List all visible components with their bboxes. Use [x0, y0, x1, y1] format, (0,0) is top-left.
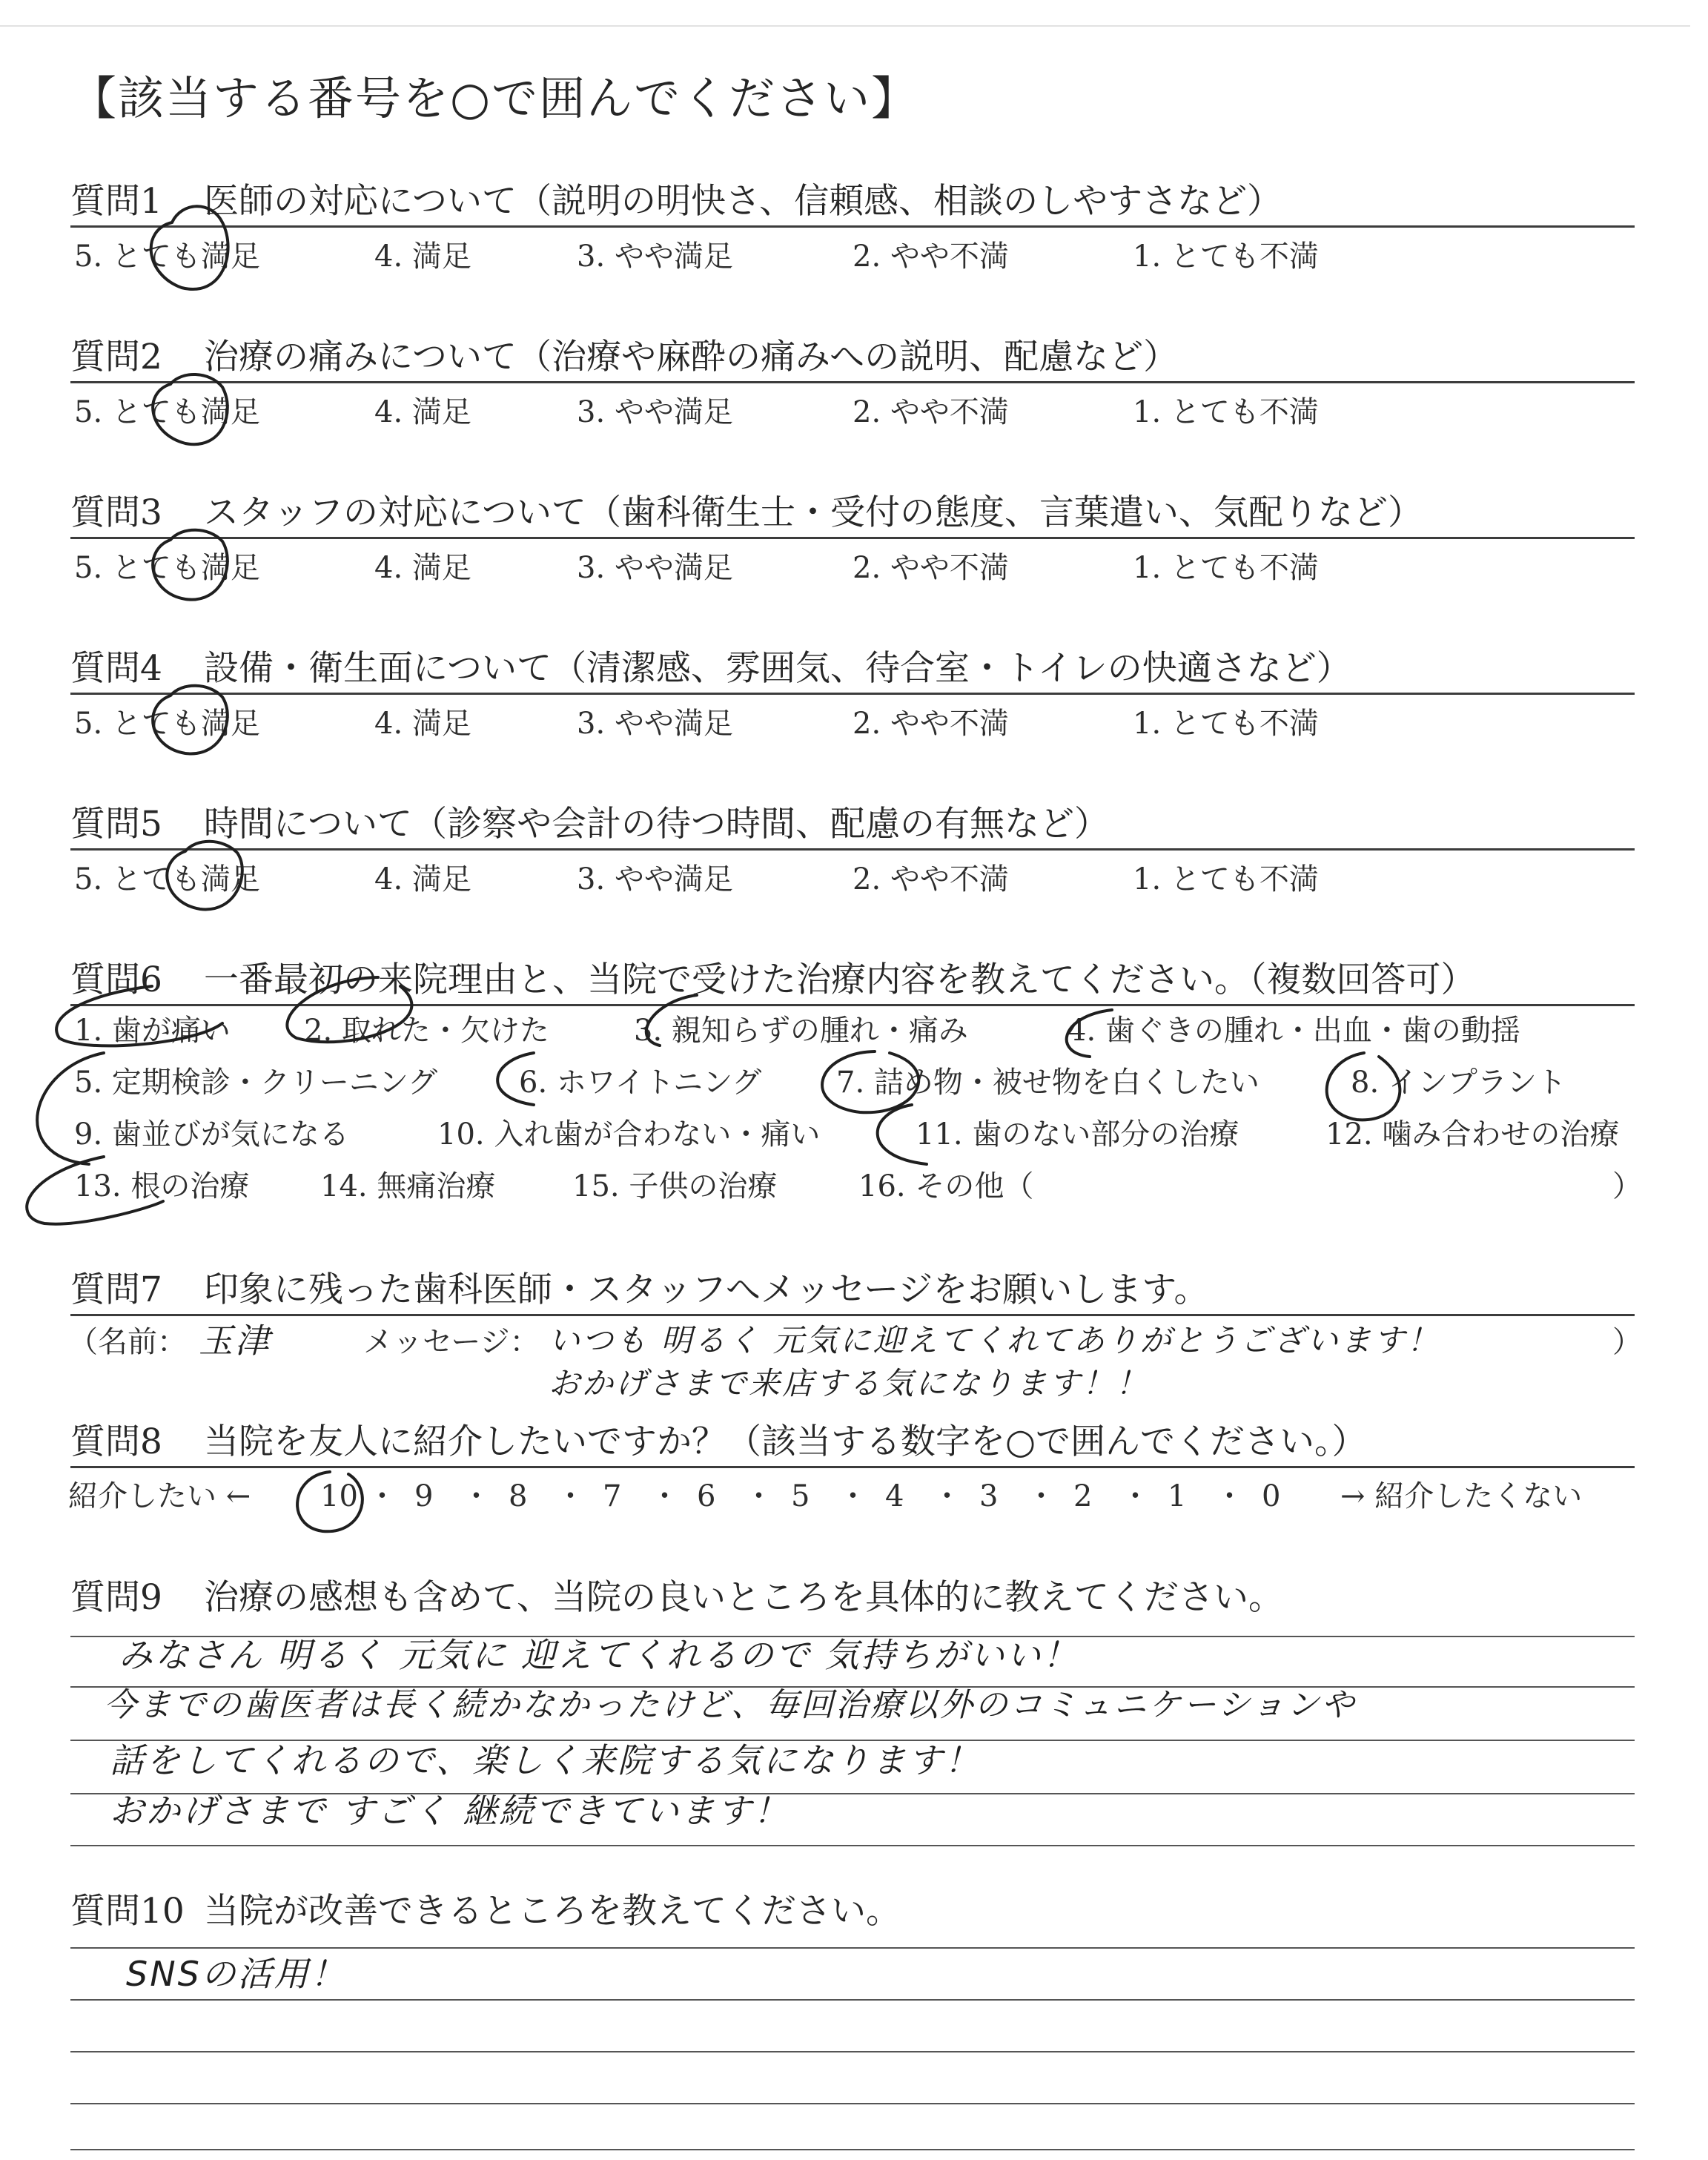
q8-scale-value-1[interactable]: 1: [1168, 1479, 1187, 1513]
question-4: [70, 639, 1642, 698]
rating-row-q1: [74, 233, 1638, 280]
q6-option-6[interactable]: 6. ホワイトニング: [519, 1066, 762, 1100]
answer-rule: [70, 1999, 1635, 2001]
rating-row-q2: [74, 389, 1638, 436]
rating-row-q4: [74, 700, 1638, 747]
rating-option-3[interactable]: 3. やや満足: [577, 551, 733, 585]
q8-scale-value-10[interactable]: 10: [320, 1479, 358, 1513]
rating-option-4[interactable]: 4. 満足: [374, 707, 471, 741]
rating-option-3[interactable]: 3. やや満足: [577, 240, 733, 274]
q6-option-13[interactable]: 13. 根の治療: [74, 1169, 250, 1203]
question-8: [70, 1413, 1642, 1472]
q6-option-8[interactable]: 8. インプラント: [1351, 1066, 1566, 1100]
question-rule: [70, 1314, 1635, 1316]
rating-option-2[interactable]: 2. やや不満: [853, 240, 1009, 274]
rating-option-1[interactable]: 1. とても不満: [1133, 240, 1319, 274]
rating-option-3[interactable]: 3. やや満足: [577, 707, 733, 741]
question-number: 質問1: [70, 181, 162, 222]
question-rule: [70, 537, 1635, 539]
question-number: 質問3: [70, 492, 162, 533]
q8-scale-value-4[interactable]: 4: [885, 1479, 904, 1513]
rating-option-4[interactable]: 4. 満足: [374, 862, 471, 896]
rating-option-5[interactable]: 5. とても満足: [74, 395, 260, 429]
q7-name-answer[interactable]: 玉津: [199, 1321, 271, 1361]
q8-scale-value-9[interactable]: 9: [414, 1479, 434, 1513]
question-1: [70, 172, 1642, 231]
q8-scale-value-5[interactable]: 5: [791, 1479, 810, 1513]
question-rule: [70, 1004, 1635, 1006]
q8-left-label: 紹介したい ←: [68, 1479, 251, 1513]
q6-option-14[interactable]: 14. 無痛治療: [320, 1169, 496, 1203]
q6-option-4[interactable]: 4. 歯ぐきの腫れ・出血・歯の動揺: [1068, 1014, 1520, 1048]
form-title: 【該当する番号を○で囲んでください】: [70, 71, 919, 125]
scan-edge-line: [0, 25, 1690, 27]
question-number: 質問4: [70, 648, 162, 689]
rating-option-3[interactable]: 3. やや満足: [577, 862, 733, 896]
question-rule: [70, 693, 1635, 695]
question-number: 質問7: [70, 1269, 162, 1310]
question-text: 治療の痛みについて（治療や麻酔の痛みへの説明、配慮など）: [204, 337, 1179, 377]
q10-answer-line-1[interactable]: SNSの活用！: [126, 1954, 347, 1994]
question-number: 質問6: [70, 960, 162, 1000]
q9-answer-line-2[interactable]: 今までの歯医者は長く続かなかったけど、毎回治療以外のコミュニケーションや: [104, 1686, 1357, 1724]
question-number: 質問2: [70, 337, 162, 377]
q8-scale-separator: ・: [649, 1479, 680, 1513]
q6-option-1[interactable]: 1. 歯が痛い: [74, 1014, 231, 1048]
q7-message-answer-line-1[interactable]: いつも 明るく 元気に迎えてくれてありがとうございます！: [549, 1322, 1440, 1358]
q8-scale-separator: ・: [932, 1479, 962, 1513]
q8-scale-value-0[interactable]: 0: [1262, 1479, 1281, 1513]
q8-scale-separator: ・: [1026, 1479, 1056, 1513]
question-7: [70, 1261, 1642, 1320]
q6-option-3[interactable]: 3. 親知らずの腫れ・痛み: [634, 1014, 968, 1048]
q6-option-2[interactable]: 2. 取れた・欠けた: [304, 1014, 549, 1048]
q9-answer-line-4[interactable]: おかげさまで すごく 継続できています！: [110, 1791, 790, 1831]
answer-rule: [70, 1947, 1635, 1949]
question-6: [70, 951, 1642, 1010]
q6-option-7[interactable]: 7. 詰め物・被せ物を白くしたい: [836, 1066, 1260, 1100]
answer-rule: [70, 1845, 1635, 1846]
question-rule: [70, 381, 1635, 383]
answer-rule: [70, 2051, 1635, 2052]
q8-scale-value-6[interactable]: 6: [697, 1479, 716, 1513]
rating-row-q3: [74, 544, 1638, 592]
question-number: 質問10: [70, 1891, 185, 1932]
q9-answer-line-3[interactable]: 話をしてくれるので、楽しく来院する気になります！: [110, 1740, 982, 1780]
q6-close-paren: ）: [1612, 1169, 1642, 1203]
question-text: 一番最初の来院理由と、当院で受けた治療内容を教えてください。（複数回答可）: [204, 960, 1476, 1000]
question-rule: [70, 1466, 1635, 1468]
q7-close-paren: ）: [1612, 1325, 1642, 1359]
question-5: [70, 795, 1642, 854]
rating-option-1[interactable]: 1. とても不満: [1133, 707, 1319, 741]
question-text: 時間について（診察や会計の待つ時間、配慮の有無など）: [204, 804, 1110, 845]
question-number: 質問9: [70, 1577, 162, 1618]
question-text: 当院を友人に紹介したいですか？（該当する数字を○で囲んでください。）: [204, 1421, 1367, 1462]
q8-scale-separator: ・: [367, 1479, 397, 1513]
q8-scale-separator: ・: [555, 1479, 586, 1513]
q6-option-10[interactable]: 10. 入れ歯が合わない・痛い: [437, 1117, 821, 1152]
question-2: [70, 328, 1642, 387]
question-rule: [70, 225, 1635, 228]
question-text: 印象に残った歯科医師・スタッフへメッセージをお願いします。: [204, 1269, 1209, 1310]
q8-scale-value-8[interactable]: 8: [509, 1479, 528, 1513]
answer-rule: [70, 2149, 1635, 2150]
question-text: スタッフの対応について（歯科衛生士・受付の態度、言葉遣い、気配りなど）: [204, 492, 1423, 533]
q8-right-label: → 紹介したくない: [1340, 1479, 1583, 1513]
q7-message-answer-line-2[interactable]: おかげさまで来店する気になります！！: [549, 1365, 1150, 1401]
rating-option-4[interactable]: 4. 満足: [374, 395, 471, 429]
q8-scale-value-7[interactable]: 7: [603, 1479, 622, 1513]
question-10: [70, 1882, 1642, 1941]
q6-option-9[interactable]: 9. 歯並びが気になる: [74, 1117, 349, 1152]
rating-option-2[interactable]: 2. やや不満: [853, 707, 1009, 741]
q6-option-11[interactable]: 11. 歯のない部分の治療: [916, 1117, 1239, 1152]
rating-option-5[interactable]: 5. とても満足: [74, 707, 260, 741]
rating-option-5[interactable]: 5. とても満足: [74, 862, 260, 896]
q8-scale-value-3[interactable]: 3: [979, 1479, 999, 1513]
q6-option-12[interactable]: 12. 噛み合わせの治療: [1325, 1117, 1620, 1152]
q7-name-label: （名前：: [68, 1325, 187, 1359]
rating-option-3[interactable]: 3. やや満足: [577, 395, 733, 429]
question-rule: [70, 848, 1635, 851]
rating-option-1[interactable]: 1. とても不満: [1133, 551, 1319, 585]
q8-scale-separator: ・: [461, 1479, 491, 1513]
rating-option-1[interactable]: 1. とても不満: [1133, 862, 1319, 896]
rating-option-2[interactable]: 2. やや不満: [853, 862, 1009, 896]
q8-scale-separator: ・: [1214, 1479, 1245, 1513]
q8-scale-separator: ・: [744, 1479, 774, 1513]
rating-option-4[interactable]: 4. 満足: [374, 551, 471, 585]
rating-option-4[interactable]: 4. 満足: [374, 240, 471, 274]
q9-answer-line-1[interactable]: みなさん 明るく 元気に 迎えてくれるので 気持ちがいい！: [119, 1635, 1079, 1675]
rating-row-q5: [74, 856, 1638, 903]
q8-scale-separator: ・: [1120, 1479, 1151, 1513]
rating-option-2[interactable]: 2. やや不満: [853, 395, 1009, 429]
q6-option-15[interactable]: 15. 子供の治療: [572, 1169, 778, 1203]
question-3: [70, 483, 1642, 543]
question-text: 設備・衛生面について（清潔感、雰囲気、待合室・トイレの快適さなど）: [204, 648, 1351, 689]
rating-option-5[interactable]: 5. とても満足: [74, 240, 260, 274]
q7-message-label: メッセージ：: [363, 1325, 540, 1359]
rating-option-2[interactable]: 2. やや不満: [853, 551, 1009, 585]
question-number: 質問8: [70, 1421, 162, 1462]
question-text: 治療の感想も含めて、当院の良いところを具体的に教えてください。: [204, 1577, 1284, 1618]
question-text: 当院が改善できるところを教えてください。: [204, 1891, 901, 1932]
q6-option-5[interactable]: 5. 定期検診・クリーニング: [74, 1066, 438, 1100]
question-9: [70, 1568, 1642, 1628]
answer-rule: [70, 2103, 1635, 2104]
q8-scale-separator: ・: [838, 1479, 868, 1513]
question-number: 質問5: [70, 804, 162, 845]
question-text: 医師の対応について（説明の明快さ、信頼感、相談のしやすさなど）: [204, 181, 1282, 222]
rating-option-1[interactable]: 1. とても不満: [1133, 395, 1319, 429]
q6-option-16[interactable]: 16. その他（: [858, 1169, 1034, 1203]
q8-scale-value-2[interactable]: 2: [1073, 1479, 1093, 1513]
rating-option-5[interactable]: 5. とても満足: [74, 551, 260, 585]
